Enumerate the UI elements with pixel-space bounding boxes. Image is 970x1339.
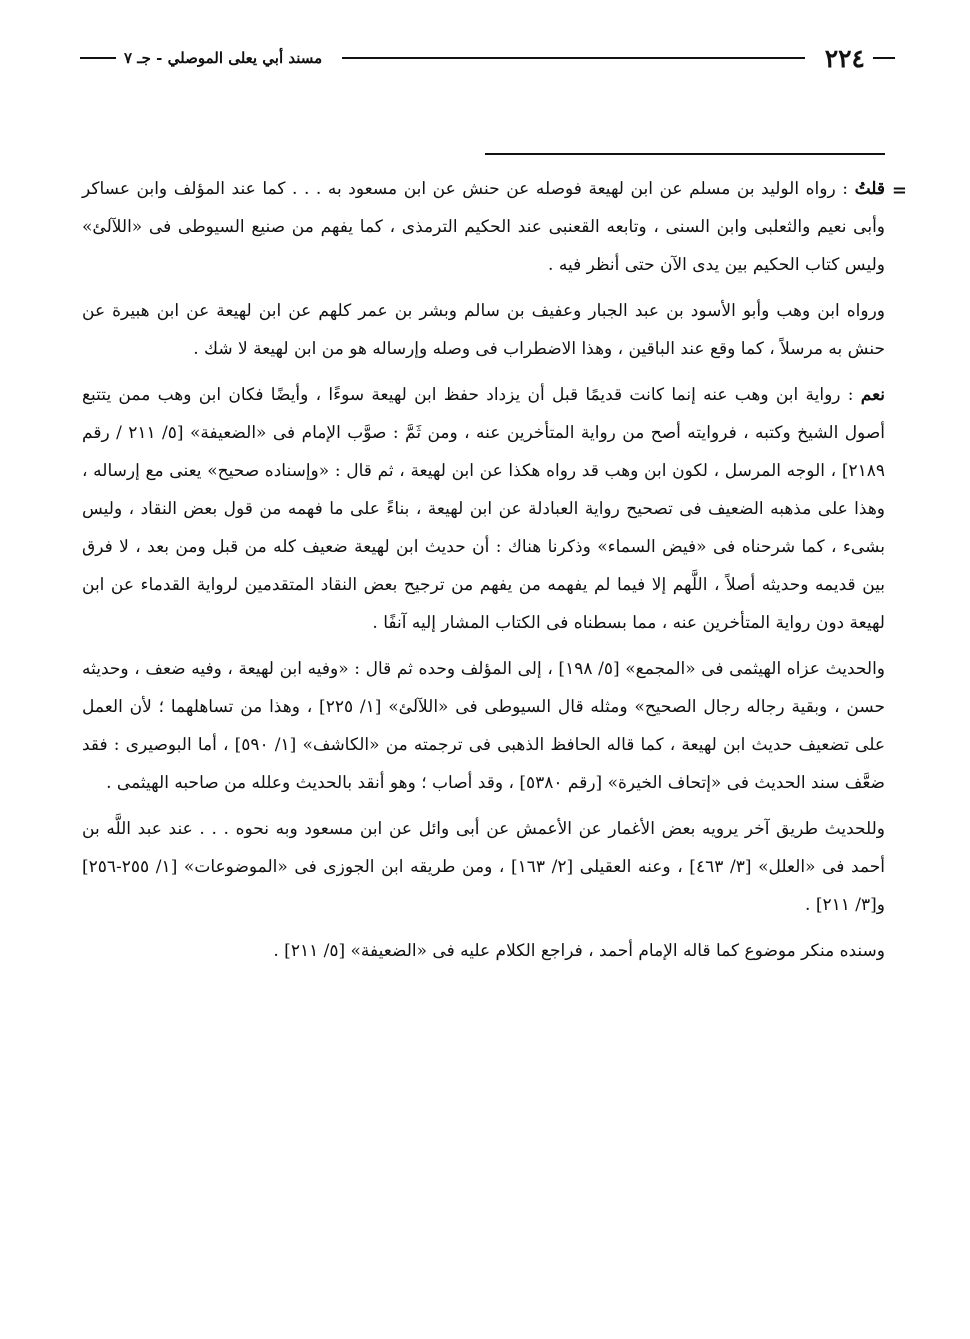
- page-number: ٢٢٤: [824, 43, 865, 73]
- running-header: [80, 38, 895, 78]
- header-rule-right: [873, 57, 895, 59]
- header-rule-middle: [342, 57, 805, 59]
- running-title: مسند أبي يعلى الموصلي - جـ ٧: [124, 49, 323, 67]
- footnote-separator: [485, 153, 885, 155]
- paragraph-text: وللحديث طريق آخر يرويه بعض الأغمار عن الأعمش عن أبى وائل عن ابن مسعود وبه نحوه . . . عند عبد اللَّه بن أحمد فى «العلل» [٣/ ٤٦٣] ، وعنه العقيلى [٢/ ١٦٣] ، ومن طريقه ابن الجوزى فى «الموضوعات» [١/ ٢٥٥-٢٥٦] و[٣/ ٢١١] .: [82, 819, 885, 915]
- paragraph: [82, 376, 885, 642]
- paragraph: [82, 650, 885, 802]
- lead-word: قلتُ: [854, 179, 886, 199]
- paragraph-text: وسنده منكر موضوع كما قاله الإمام أحمد ، فراجع الكلام عليه فى «الضعيفة» [٥/ ٢١١] .: [273, 941, 885, 961]
- paragraph: [82, 170, 907, 284]
- paragraph-text: والحديث عزاه الهيثمى فى «المجمع» [٥/ ١٩٨] ، إلى المؤلف وحده ثم قال : «وفيه ابن لهيعة ، وفيه ضعف ، وحديثه حسن ، وبقية رجاله رجال الصحيح» ومثله قال السيوطى فى «اللآلئ» [١/ ٢٢٥] ، وهذا من تساهلهما ؛ لأن العمل على تضعيف حديث ابن لهيعة ، كما قاله الحافظ الذهبى فى ترجمته من «الكاشف» [١/ ٥٩٠] ، أما البوصيرى : فقد ضعَّف سند الحديث فى «إتحاف الخيرة» [رقم ٥٣٨٠] ، وقد أصاب ؛ وهو أنقد بالحديث وعلله من صاحبه الهيثمى .: [82, 659, 885, 793]
- paragraph: [82, 932, 885, 970]
- paragraph-text: : رواية ابن وهب عنه إنما كانت قديمًا قبل أن يزداد حفظ ابن لهيعة سوءًا ، وأيضًا فكان ابن وهب ممن يتتبع أصول الشيخ وكتبه ، فروايته أصح من رواية المتأخرين عنه ، ومن ثَمَّ : صوَّب الإمام فى «الضعيفة» [٥/ ٢١١ / رقم ٢١٨٩] ، الوجه المرسل ، لكون ابن وهب قد رواه هكذا عن ابن لهيعة ، ثم قال : «وإسناده صحيح» يعنى مع إرساله ، وهذا على مذهبه الضعيف فى تصحيح رواية العبادلة عن ابن لهيعة ، بناءً على ما فهمه من قول بعض النقاد ، وليس بشىء ، كما شرحناه فى «فيض السماء» وذكرنا هناك : أن حديث ابن لهيعة ضعيف كله من قبل ومن بعد ، لا فرق بين قديمه وحديثه أصلاً ، اللَّهم إلا فيما لم يفهمه من يفهم من ترجيح بعض النقاد المتقدمين لرواية القدماء عن ابن لهيعة دون رواية المتأخرين عنه ، مما بسطناه فى الكتاب المشار إليه آنفًا .: [82, 385, 886, 633]
- header-rule-left: [80, 57, 116, 59]
- paragraph: [82, 810, 885, 924]
- paragraph: [82, 292, 885, 368]
- paragraph-text: ورواه ابن وهب وأبو الأسود بن عبد الجبار وعفيف بن سالم وبشر بن عمر كلهم عن ابن لهيعة عن ابن هبيرة عن حنش به مرسلاً ، كما وقع عند الباقين ، وهذا الاضطراب فى وصله وإرساله هو من ابن لهيعة لا شك .: [82, 301, 885, 359]
- footnote-body: [82, 170, 907, 978]
- continuation-mark: =: [891, 180, 907, 201]
- lead-word: نعم: [860, 385, 885, 405]
- paragraph-text: : رواه الوليد بن مسلم عن ابن لهيعة فوصله عن حنش عن ابن مسعود به . . . كما عند المؤلف وابن عساكر وأبى نعيم والثعلبى وابن السنى ، وتابعه القعنبى عند الحكيم الترمذى ، كما يفهم من صنيع السيوطى فى «اللآلئ» وليس كتاب الحكيم بين يدى الآن حتى أنظر فيه .: [82, 179, 885, 275]
